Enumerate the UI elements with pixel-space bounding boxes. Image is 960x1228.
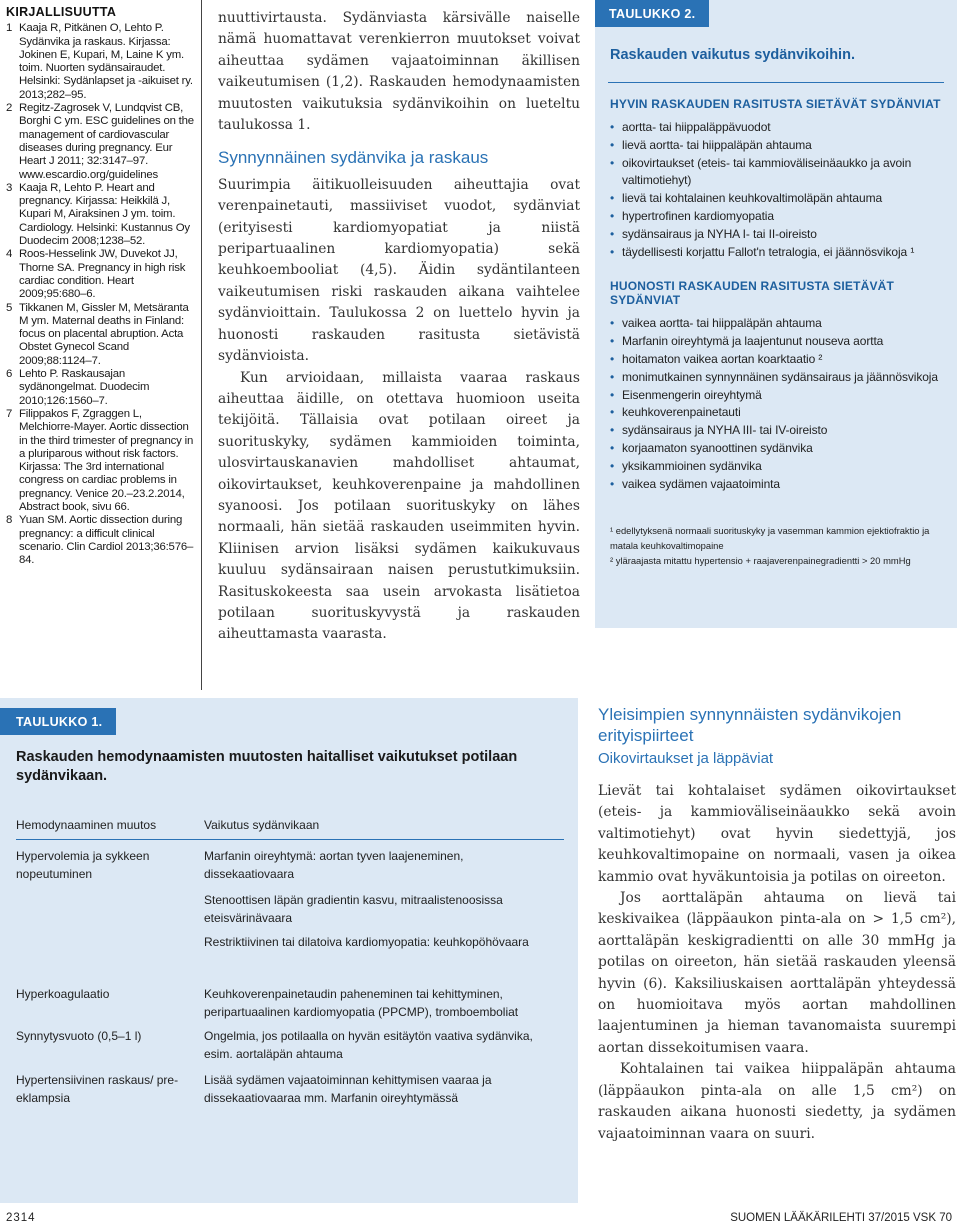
paragraph: Suurimpia äitikuolleisuuden aiheuttajia ovat verenpainetauti, massiiviset vuodot, sydänviat (erityisesti kardiomyopatiat ja niistä peripartuaalinen kardiomyopatia) sekä keuhkoembooliat (4,5). Äidin sydäntilanteen vaikeutumisen riski raskauden aikana vaihtelee sydänvioittain. Taulukossa 2 on luettelo hyvin ja huonosti raskauden rasitusta sietävistä sydänvioista. xyxy=(218,176,580,365)
reference-text: Lehto P. Raskausajan sydänongelmat. Duodecim 2010;126:1560–7. xyxy=(19,368,150,407)
section-heading: Synnynnäinen sydänvika ja raskaus xyxy=(218,148,489,168)
table-cell: Stenoottisen läpän gradientin kasvu, mitraalistenoosissa eteisvärinävaara xyxy=(204,893,503,925)
list-item-text: Marfanin oireyhtymä ja laajentunut nouseva aortta xyxy=(622,334,884,349)
list-item-text: hoitamaton vaikea aortan koarktaatio ² xyxy=(622,351,823,366)
list-item xyxy=(610,190,945,208)
reference-text: Regitz-Zagrosek V, Lundqvist CB, Borghi C ym. ESC guidelines on the management of cardiovascular diseases during pregnancy. Eur Heart J 2011; 32:3147–97. www.escardio.org/guidelines xyxy=(19,102,194,181)
list-item-text: aortta- tai hiippaläppävuodot xyxy=(622,120,771,134)
reference-text: Yuan SM. Aortic dissection during pregnancy: a difficult clinical scenario. Clin Cardiol 2013;36:576–84. xyxy=(19,514,194,567)
reference-text: Kaaja R, Lehto P. Heart and pregnancy. Kirjassa: Heikkilä J, Kupari M, Airaksinen J ym. toim. Cardiology. Helsinki: Kustannus Oy Duodecim 2008;1238–52. xyxy=(19,181,190,248)
list-item xyxy=(610,422,945,440)
list-item xyxy=(610,226,945,244)
reference-number: 1 xyxy=(6,22,13,35)
page-number: 2314 xyxy=(6,1212,36,1224)
table-cell: Restriktiivinen tai dilatoiva kardiomyopatia: keuhkopöhövaara xyxy=(204,935,529,949)
table-cell: Lisää sydämen vajaatoiminnan kehittymisen vaaraa ja dissekaatiovaaraa mm. Marfanin oireyhtymässä xyxy=(204,1073,492,1105)
reference-number: 3 xyxy=(6,181,13,194)
section-heading: Yleisimpien synnynnäisten sydänvikojen erityispiirteet xyxy=(598,705,902,745)
bullet-icon: • xyxy=(610,423,615,438)
list-item xyxy=(610,458,945,476)
list-item xyxy=(610,476,945,494)
list-item xyxy=(610,137,945,155)
list-item-text: lievä tai kohtalainen keuhkovaltimoläpän ahtauma xyxy=(622,191,883,206)
list-item-text: monimutkainen synnynnäinen sydänsairaus ja jäännösvikoja xyxy=(622,369,938,384)
article-body xyxy=(598,781,956,1145)
bullet-icon: • xyxy=(610,440,615,455)
reference-item xyxy=(6,368,196,408)
table-2-footnotes xyxy=(610,523,943,568)
list-item-text: yksikammioinen sydänvika xyxy=(622,458,762,473)
list-item xyxy=(610,208,945,226)
list-item-text: vaikea sydämen vajaatoiminta xyxy=(622,476,780,491)
list-item xyxy=(610,244,945,262)
bullet-icon: • xyxy=(610,458,615,473)
list-item xyxy=(610,155,945,191)
reference-item xyxy=(6,408,196,514)
reference-number: 8 xyxy=(6,514,13,527)
bullet-icon: • xyxy=(610,226,615,241)
list-item xyxy=(610,369,945,387)
table-2-box xyxy=(595,0,957,628)
references-heading: KIRJALLISUUTTA xyxy=(6,5,117,19)
bullet-icon: • xyxy=(610,351,615,366)
bullet-icon: • xyxy=(610,387,615,402)
table-cell: Ongelmia, jos potilaalla on hyvän esitäytön vaativa sydänvika, esim. aortaläpän ahtauma xyxy=(204,1029,533,1061)
table-2-tag: TAULUKKO 2. xyxy=(595,0,709,27)
reference-item xyxy=(6,22,196,102)
list-item xyxy=(610,440,945,458)
bullet-icon: • xyxy=(610,208,615,223)
table-1-tag: TAULUKKO 1. xyxy=(0,708,116,735)
reference-item xyxy=(6,514,196,567)
reference-text: Filippakos F, Zgraggen L, Melchiorre-Mayer. Aortic dissection in the third trimester of pregnancy in a pluriparous without risk factors. Kirjassa: The 3rd international congress on cardiac problems in pregnancy. Venice 20.–23.2.2014, Abstract book, sivu 66. xyxy=(19,407,194,513)
list-item-text: vaikea aortta- tai hiippaläpän ahtauma xyxy=(622,316,822,331)
bullet-icon: • xyxy=(610,244,615,259)
reference-number: 2 xyxy=(6,102,13,115)
poor-tolerance-list xyxy=(595,315,957,493)
list-item xyxy=(610,351,945,369)
list-item-text: Eisenmengerin oireyhtymä xyxy=(622,387,762,402)
table-cell: Hypertensiivinen raskaus/ pre-eklampsia xyxy=(16,1073,179,1105)
reference-text: Kaaja R, Pitkänen O, Lehto P. Sydänvika ja raskaus. Kirjassa: Jokinen E, Kupari, M, Laine K ym. toim. Nuorten sydänsairaudet. Helsinki: Sydänlapset ja -aikuiset ry. 2013;282–95. xyxy=(19,22,193,101)
poor-tolerance-heading: HUONOSTI RASKAUDEN RASITUSTA SIETÄVÄT SYDÄNVIAT xyxy=(610,279,895,308)
list-item xyxy=(610,387,945,405)
footnote: ¹ edellytyksenä normaali suorituskyky ja vasemman kammion ejektiofraktio ja matala keuhkovaltimopaine xyxy=(610,525,930,552)
reference-text: Tikkanen M, Gissler M, Metsäranta M ym. Maternal deaths in Finland: focus on placental abruption. Acta Obstet Gynecol Scand 2009;88:1124–7. xyxy=(19,301,189,367)
list-item xyxy=(610,404,945,422)
bullet-icon: • xyxy=(610,405,615,420)
reference-number: 5 xyxy=(6,301,13,314)
column-header-effect: Vaikutus sydänvikaan xyxy=(204,818,320,832)
list-item xyxy=(610,119,945,137)
good-tolerance-heading: HYVIN RASKAUDEN RASITUSTA SIETÄVÄT SYDÄNVIAT xyxy=(610,97,941,111)
header-rule xyxy=(16,839,564,840)
list-item xyxy=(610,315,945,333)
table-cell: Keuhkoverenpainetaudin paheneminen tai kehittyminen, peripartuaalinen kardiomyopatia (PPCMP), tromboemboliat xyxy=(204,987,519,1019)
reference-number: 6 xyxy=(6,368,13,381)
page-footer xyxy=(0,1208,960,1228)
table-cell: Marfanin oireyhtymä: aortan tyven laajeneminen, dissekaatiovaara xyxy=(204,849,464,881)
bullet-icon: • xyxy=(610,120,615,134)
reference-item xyxy=(6,102,196,182)
list-item xyxy=(610,333,945,351)
list-item-text: täydellisesti korjattu Fallot'n tetralogia, ei jäännösvikoja ¹ xyxy=(622,244,915,259)
reference-number: 4 xyxy=(6,248,13,261)
reference-text: Roos-Hesselink JW, Duvekot JJ, Thorne SA. Pregnancy in high risk cardiac condition. Heart 2009;95:680–6. xyxy=(19,248,186,301)
footnote: ² yläraajasta mitattu hypertensio + raajaverenpainegradientti > 20 mmHg xyxy=(610,555,911,567)
paragraph: nuuttivirtausta. Sydänviasta kärsivälle naiselle nämä huomattavat verenkierron muutokset voivat aiheuttaa sydämen vajaatoiminnan äkillisen vaikeutumisen (1,2). Raskauden hemodynaamisten muutosten vaikutuksia sydänvikoihin on lueteltu taulukossa 1. xyxy=(218,10,580,134)
journal-info: SUOMEN LÄÄKÄRILEHTI 37/2015 VSK 70 xyxy=(730,1212,952,1224)
list-item-text: korjaamaton syanoottinen sydänvika xyxy=(622,440,813,455)
reference-item xyxy=(6,248,196,301)
reference-number: 7 xyxy=(6,407,13,420)
table-cell: Synnytysvuoto (0,5–1 l) xyxy=(16,1029,142,1043)
table-1-title: Raskauden hemodynaamisten muutosten haitalliset vaikutukset potilaan sydänvikaan. xyxy=(16,749,518,784)
table-cell: Hypervolemia ja sykkeen nopeutuminen xyxy=(16,849,150,881)
divider xyxy=(608,82,944,83)
paragraph: Kohtalainen tai vaikea hiippaläpän ahtauma (läppäaukon pinta-ala on alle 1,5 cm²) on raskauden aikana huonosti siedetty, ja sydämen vajaatoiminnan vaara on suuri. xyxy=(598,1061,956,1142)
list-item-text: keuhkoverenpainetauti xyxy=(622,405,741,420)
list-item-text: hypertrofinen kardiomyopatia xyxy=(622,208,774,223)
column-divider xyxy=(201,0,202,690)
paragraph: Jos aorttaläpän ahtauma on lievä tai keskivaikea (läppäaukon pinta-ala on > 1,5 cm²), aorttaläpän keskigradientti on alle 30 mmHg ja potilas on oireeton, hän sietää raskauden yleensä hyvin (6). Kaksiliuskaisen aorttaläpän yhteydessä on huomioitava myös aortan mahdollinen laajentuminen ja hieman tavanomaista suurempi aortan dissekoitumisen vaara. xyxy=(598,890,956,1056)
reference-item xyxy=(6,182,196,248)
bullet-icon: • xyxy=(610,369,615,384)
bullet-icon: • xyxy=(610,191,615,206)
bullet-icon: • xyxy=(610,334,615,349)
good-tolerance-list xyxy=(595,119,957,261)
bullet-icon: • xyxy=(610,155,615,170)
references-column xyxy=(6,6,196,567)
main-text-column xyxy=(218,8,580,646)
section-subheading: Oikovirtaukset ja läppäviat xyxy=(598,750,774,767)
bullet-icon: • xyxy=(610,137,615,152)
article-section xyxy=(598,704,956,1145)
list-item-text: sydänsairaus ja NYHA I- tai II-oireisto xyxy=(622,226,817,241)
bullet-icon: • xyxy=(610,476,615,491)
references-list xyxy=(6,22,196,567)
list-item-text: sydänsairaus ja NYHA III- tai IV-oireisto xyxy=(622,423,828,438)
paragraph: Kun arvioidaan, millaista vaaraa raskaus aiheuttaa äidille, on otettava huomioon useita tekijöitä. Tällaisia ovat potilaan oireet ja suorituskyky, sydämen kammioiden toiminta, ulosvirtauskanavien mahdolliset ahtaumat, oikovirtaukset, keuhkoverenpaine ja mahdollinen syanoosi. Jos potilaan suorituskyky on lähes normaali, hän sietää raskauden useimmiten hyvin. Kliinisen arvion lisäksi sydämen kaikukuvaus kuuluu sydänsairaan naisen perustutkimuksiin. Rasituskokeesta saa usein arvokasta lisätietoa potilaan suorituskyvystä ja raskauden aiheuttamasta vaarasta. xyxy=(218,369,580,643)
list-item-text: lievä aortta- tai hiippaläpän ahtauma xyxy=(622,137,812,152)
table-cell: Hyperkoagulaatio xyxy=(16,987,110,1001)
list-item-text: oikovirtaukset (eteis- tai kammioväliseinäaukko ja avoin valtimotiehyt) xyxy=(622,155,912,188)
paragraph: Lievät tai kohtalaiset sydämen oikovirtaukset (eteis- ja kammioväliseinäaukko sekä avoin valtimotiehyt) ovat hyvin siedettyjä, jos keuhkovaltimopaine on normaali, vasen ja oikea kammio ovat hyväkuntoisia ja potilas on oireeton. xyxy=(598,783,956,885)
reference-item xyxy=(6,302,196,368)
table-2-title: Raskauden vaikutus sydänvikoihin. xyxy=(610,47,855,63)
table-1-box xyxy=(0,698,578,1203)
column-header-change: Hemodynaaminen muutos xyxy=(16,818,157,832)
bullet-icon: • xyxy=(610,316,615,331)
